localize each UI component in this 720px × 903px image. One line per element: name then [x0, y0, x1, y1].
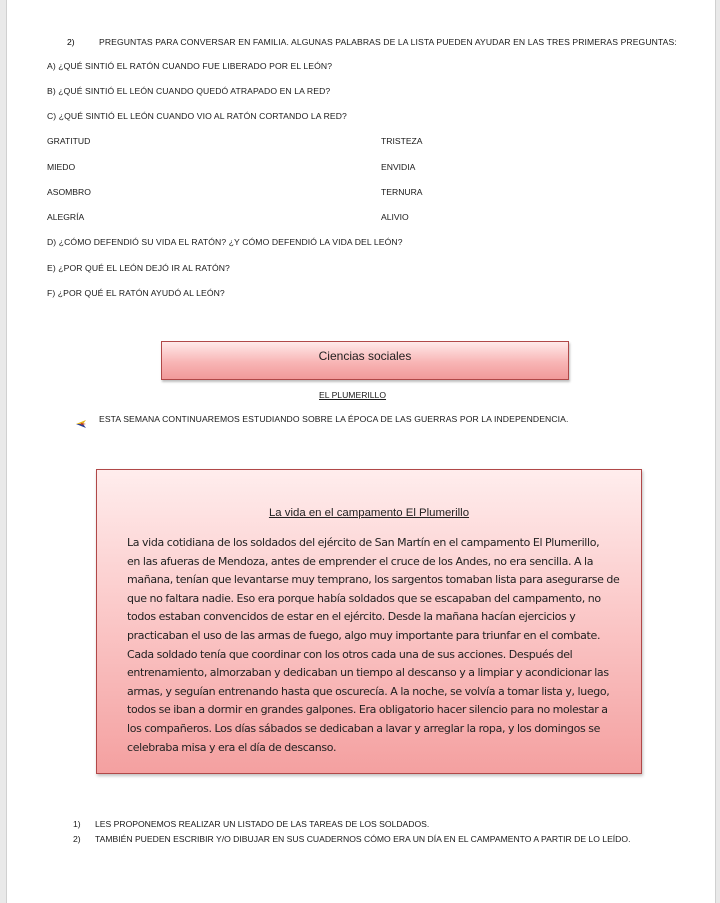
question-d: D) ¿CÓMO DEFENDIÓ SU VIDA EL RATÓN? ¿Y CÓMO DEFENDIÓ LA VIDA DEL LEÓN?	[47, 237, 403, 247]
reading-line: todos estaban convencidos de estar en el ejército. Desde la mañana hacían ejercicios y	[127, 610, 576, 624]
task-text: LES PROPONEMOS REALIZAR UN LISTADO DE LAS TAREAS DE LOS SOLDADOS.	[95, 819, 430, 829]
reading-line: Cada soldado tenía que coordinar con los otros cada una de sus acciones. Después del	[127, 647, 573, 661]
word-gratitud: GRATITUD	[47, 136, 91, 146]
reading-line: celebraba misa y era el día de descanso.	[127, 740, 337, 754]
reading-title: La vida en el campamento El Plumerillo	[268, 507, 470, 519]
section-banner	[161, 341, 569, 380]
reading-line: todos se iban a dormir en grandes galpones. Era obligatorio hacer silencio para no molestar a	[127, 703, 608, 717]
bullet-arrow-icon	[76, 415, 86, 423]
plumerillo-link[interactable]: EL PLUMERILLO	[319, 390, 387, 400]
reading-line: practicaban el uso de las armas de fuego, algo muy importante para triunfar en el combate.	[127, 628, 601, 642]
question-c: C) ¿QUÉ SINTIÓ EL LEÓN CUANDO VIO AL RATÓN CORTANDO LA RED?	[47, 111, 347, 121]
word-alivio: ALIVIO	[381, 212, 409, 222]
question-b: B) ¿QUÉ SINTIÓ EL LEÓN CUANDO QUEDÓ ATRAPADO EN LA RED?	[47, 86, 331, 96]
document-page	[6, 0, 716, 903]
task-number: 1)	[73, 819, 81, 829]
reading-line: los compañeros. Los días sábados se dedicaban a lavar y arreglar la ropa, y los domingos se	[127, 721, 601, 735]
question-e: E) ¿POR QUÉ EL LEÓN DEJÓ IR AL RATÓN?	[47, 263, 230, 273]
reading-line: en las afueras de Mendoza, antes de emprender el cruce de los Andes, no era sencilla. A la	[127, 554, 594, 568]
reading-line: que no faltara nadie. Eso era porque había soldados que se escapaban del campamento, no	[127, 591, 601, 605]
question-a: A) ¿QUÉ SINTIÓ EL RATÓN CUANDO FUE LIBERADO POR EL LEÓN?	[47, 61, 333, 71]
word-alegria: ALEGRÍA	[47, 212, 85, 222]
word-ternura: TERNURA	[381, 187, 423, 197]
bullet-text: ESTA SEMANA CONTINUAREMOS ESTUDIANDO SOBRE LA ÉPOCA DE LAS GUERRAS POR LA INDEPENDENCIA.	[99, 414, 569, 424]
task-number: 2)	[73, 834, 81, 844]
reading-body	[127, 534, 637, 757]
reading-line: armas, y seguían entrenando hasta que oscurecía. A la noche, se volvía a tomar lista y, luego,	[127, 684, 610, 698]
reading-line: mañana, tenían que levantarse muy temprano, los sargentos tomaban lista para asegurarse de	[127, 573, 620, 587]
question-f: F) ¿POR QUÉ EL RATÓN AYUDÓ AL LEÓN?	[47, 288, 225, 298]
word-tristeza: TRISTEZA	[381, 136, 423, 146]
task-text: TAMBIÉN PUEDEN ESCRIBIR Y/O DIBUJAR EN SUS CUADERNOS CÓMO ERA UN DÍA EN EL CAMPAMENTO A PARTIR DE LO LEÍDO.	[95, 834, 631, 844]
reading-line: La vida cotidiana de los soldados del ejército de San Martín en el campamento El Plumerillo,	[127, 536, 600, 549]
banner-title: Ciencias sociales	[318, 348, 412, 363]
reading-box	[96, 469, 642, 774]
section-heading: PREGUNTAS PARA CONVERSAR EN FAMILIA. ALGUNAS PALABRAS DE LA LISTA PUEDEN AYUDAR EN LAS TRES PRIMERAS PREGUNTAS:	[99, 37, 677, 47]
section-number: 2)	[67, 37, 75, 47]
word-miedo: MIEDO	[47, 162, 76, 172]
word-asombro: ASOMBRO	[47, 187, 91, 197]
reading-line: entrenamiento, almorzaban y dedicaban un tiempo al descanso y a limpiar y acondicionar las	[127, 666, 609, 680]
word-envidia: ENVIDIA	[381, 162, 416, 172]
